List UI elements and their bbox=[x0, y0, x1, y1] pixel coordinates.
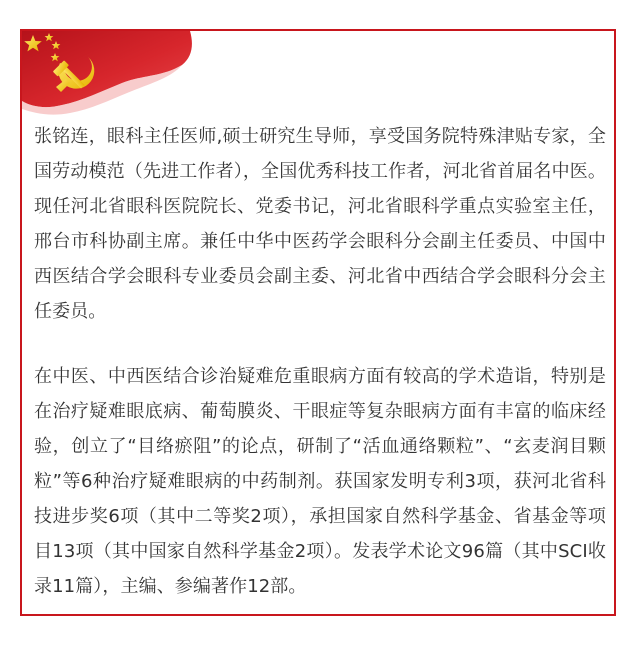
profile-card bbox=[20, 29, 616, 616]
party-flag-icon bbox=[22, 31, 197, 116]
biography-paragraph: 在中医、中西医结合诊治疑难危重眼病方面有较高的学术造诣，特别是在治疗疑难眼底病、葡萄膜炎、干眼症等复杂眼病方面有丰富的临床经验，创立了“目络瘀阻”的论点，研制了“活血通络颗粒”、“玄麦润目颗粒”等6种治疗疑难眼病的中药制剂。获国家发明专利3项，获河北省科技进步奖6项（其中二等奖2项），承担国家自然科学基金、省基金等项目13项（其中国家自然科学基金2项）。发表学术论文96篇（其中SCI收录11篇），主编、参编著作12部。 bbox=[34, 366, 606, 597]
biography-text bbox=[34, 119, 606, 604]
biography-paragraph: 张铭连，眼科主任医师,硕士研究生导师，享受国务院特殊津贴专家，全国劳动模范（先进工作者），全国优秀科技工作者，河北省首届名中医。现任河北省眼科医院院长、党委书记，河北省眼科学重点实验室主任，邢台市科协副主席。兼任中华中医药学会眼科分会副主任委员、中国中西医结合学会眼科专业委员会副主委、河北省中西结合学会眼科分会主任委员。 bbox=[34, 126, 606, 322]
